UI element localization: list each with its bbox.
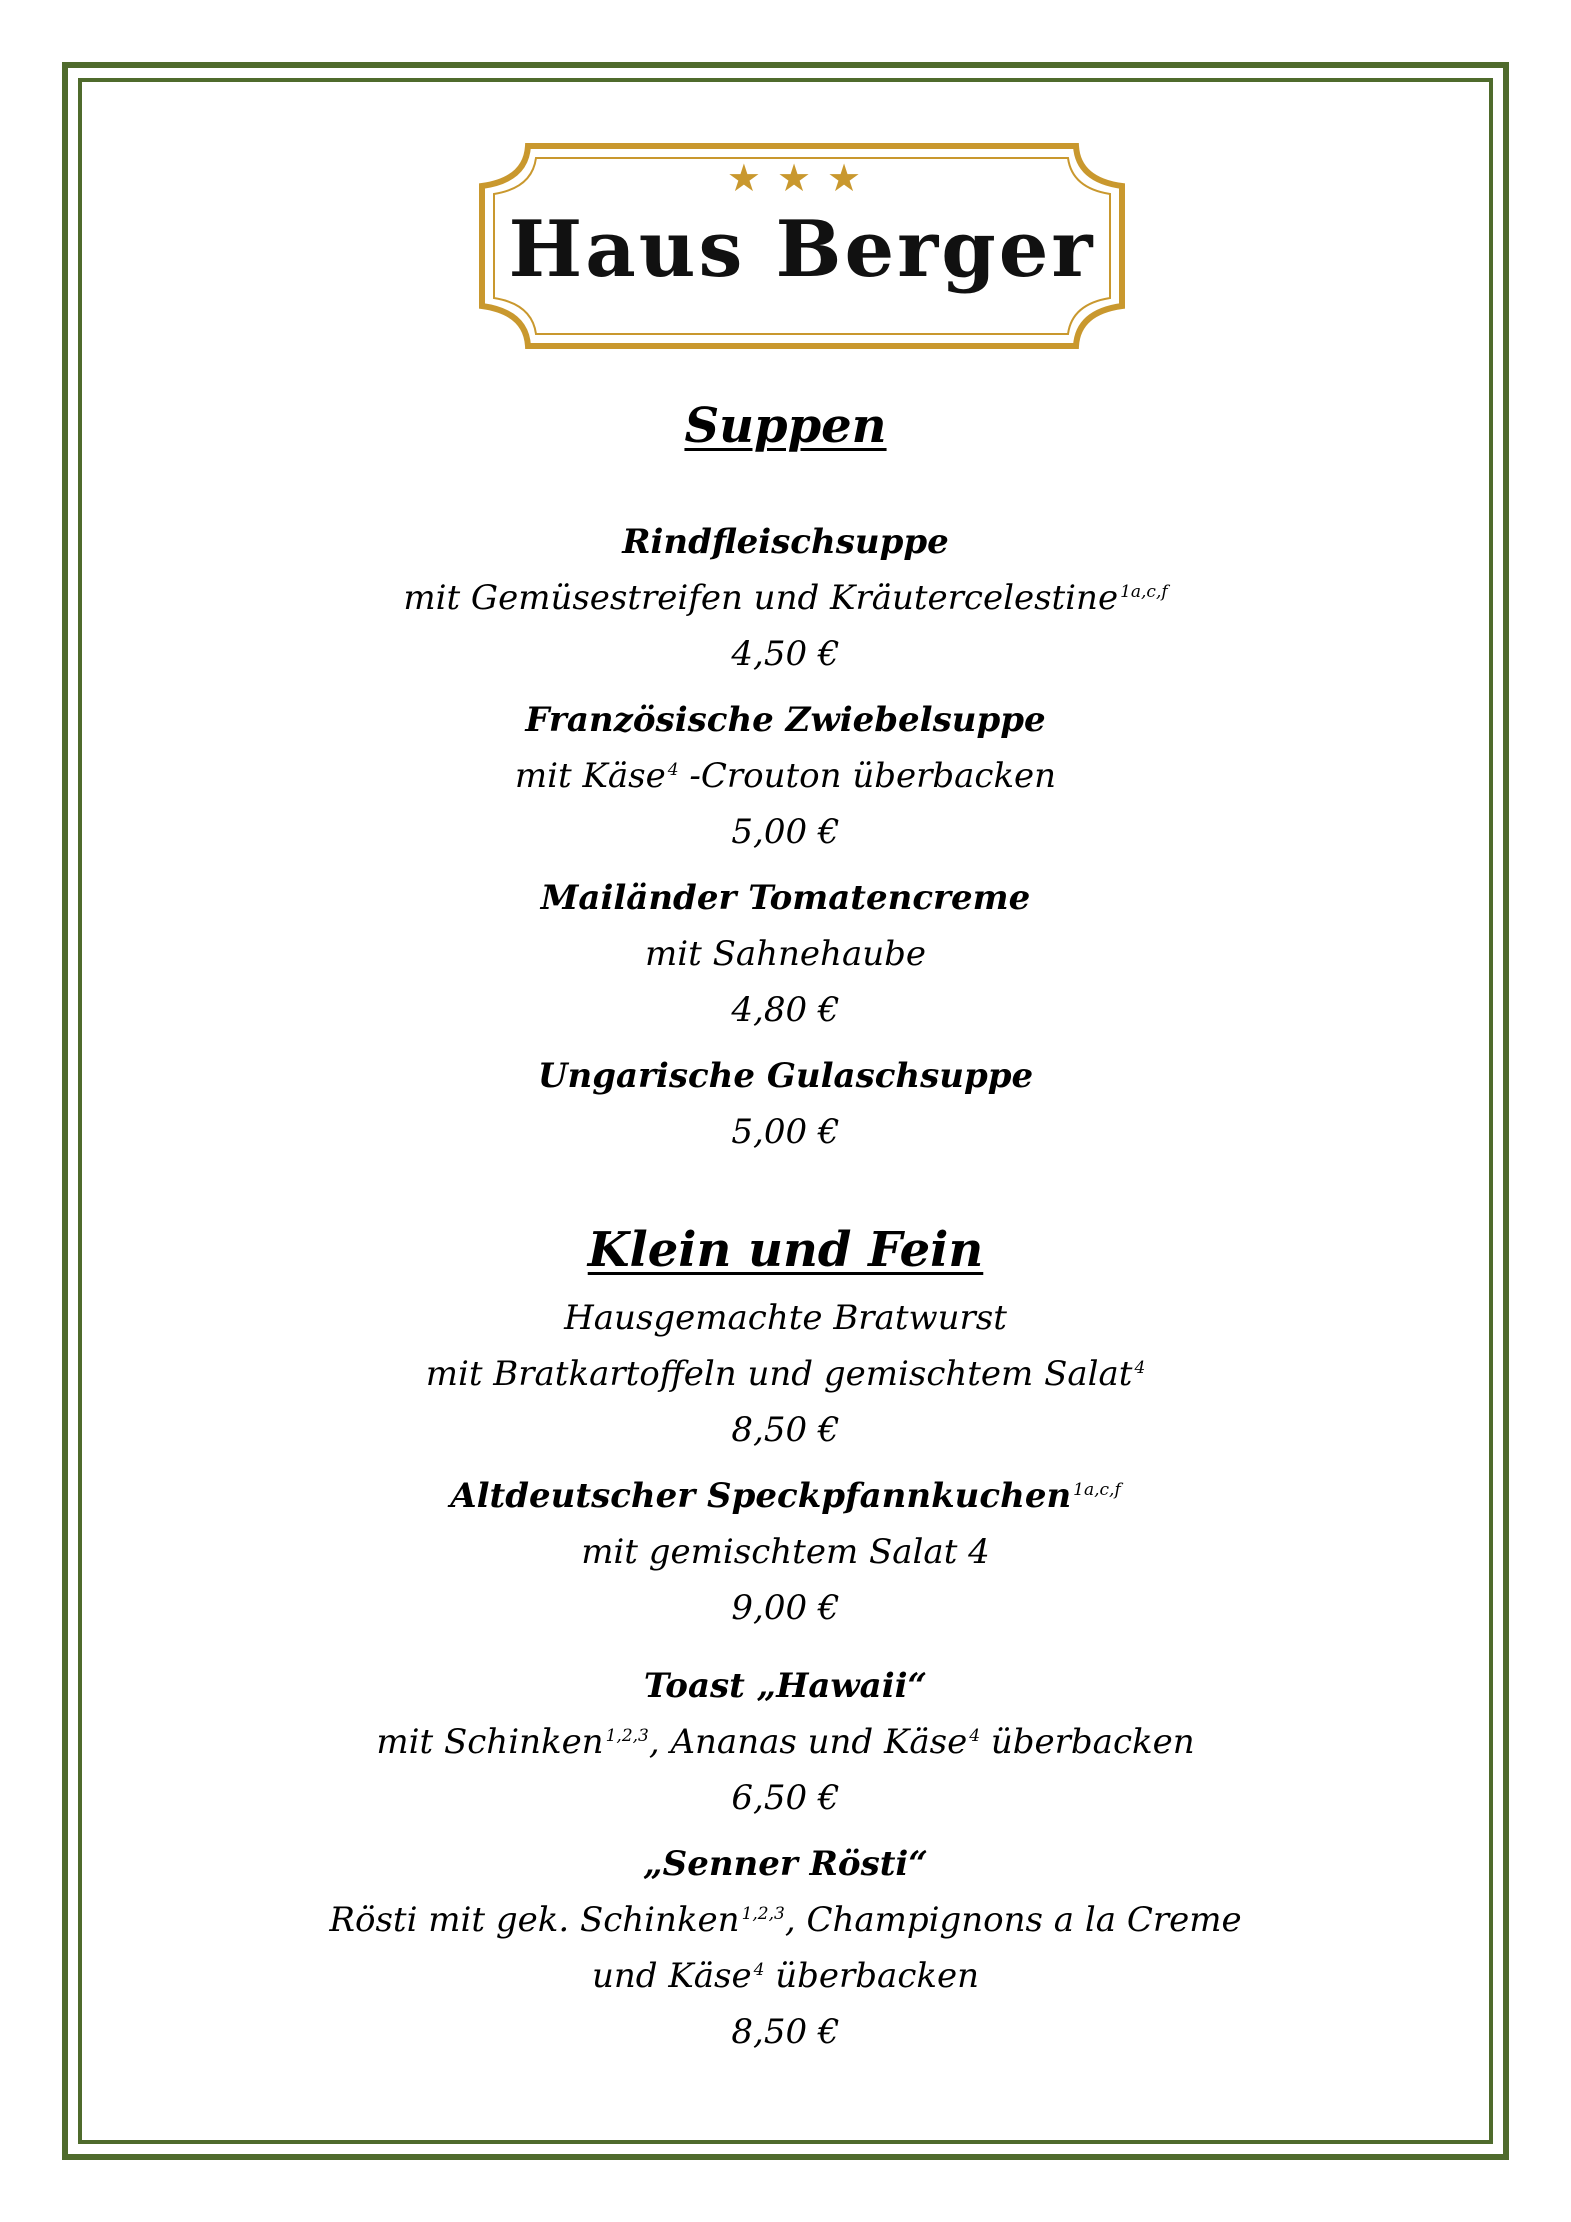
- dish-description: und Käse $^4$ überbacken: [592, 1956, 979, 1996]
- section-title-klein-und-fein: Klein und Fein: [587, 1222, 984, 1278]
- dish-name: Rindfleischsuppe: [622, 522, 949, 562]
- dish-name: „Senner Rösti“: [643, 1844, 928, 1884]
- dish-description: Hausgemachte Bratwurst: [564, 1298, 1007, 1338]
- logo-name: Haus Berger: [508, 204, 1096, 295]
- dish-description: mit Bratkartoffeln und gemischtem Salat $^4$: [425, 1354, 1146, 1394]
- dish-name: Französische Zwiebelsuppe: [525, 700, 1046, 740]
- dish-price: 5,00 €: [731, 1112, 840, 1152]
- dish-price: 8,50 €: [731, 1410, 840, 1450]
- dish-price: 4,80 €: [731, 990, 840, 1030]
- dish-description: mit Sahnehaube: [644, 934, 926, 974]
- dish-price: 4,50 €: [731, 634, 840, 674]
- dish-name: Ungarische Gulaschsuppe: [537, 1056, 1034, 1096]
- dish-price: 5,00 €: [731, 812, 840, 852]
- dish-description: Rösti mit gek. Schinken $^{1,2,3}$, Champignons a la Creme: [329, 1900, 1242, 1940]
- dish-name: Mailänder Tomatencreme: [540, 878, 1031, 918]
- section-title-suppen: Suppen: [684, 398, 887, 454]
- dish-description: mit Käse $^4$ -Crouton überbacken: [514, 756, 1057, 796]
- dish-price: 6,50 €: [731, 1778, 840, 1818]
- logo-stars: ★★★: [726, 156, 878, 200]
- dish-description: mit gemischtem Salat 4: [581, 1532, 990, 1572]
- dish-price: 8,50 €: [731, 2012, 840, 2052]
- dish-description: mit Gemüsestreifen und Kräutercelestine $^{1a,c,f}$: [403, 578, 1168, 618]
- dish-description: mit Schinken $^{1,2,3}$, Ananas und Käse $^4$ überbacken: [376, 1722, 1195, 1762]
- dish-name: Toast „Hawaii“: [643, 1666, 928, 1706]
- menu-content: [80, 0, 1491, 2222]
- dish-name: Altdeutscher Speckpfannkuchen $^{1a,c,f}$: [450, 1476, 1121, 1516]
- dish-price: 9,00 €: [731, 1588, 840, 1628]
